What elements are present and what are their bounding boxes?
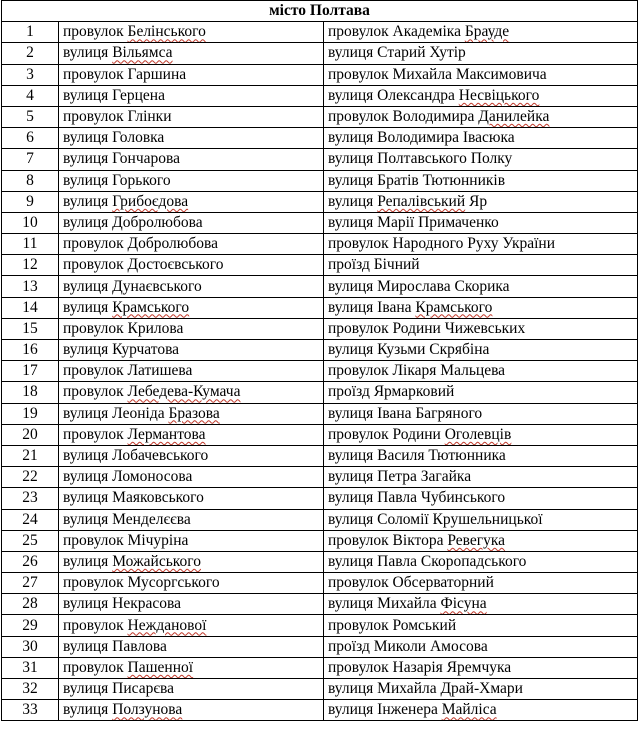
new-street-name: провулок Ромський	[324, 615, 638, 636]
table-row	[2, 679, 638, 700]
row-number: 9	[2, 191, 59, 212]
spellcheck-underline: Фісуна	[440, 595, 487, 613]
row-number: 2	[2, 43, 59, 64]
old-street-name: провулок Крилова	[59, 318, 324, 339]
new-street-name: вулиця Мирослава Скорика	[324, 276, 638, 297]
table-row	[2, 170, 638, 191]
spellcheck-underline: Можайського	[112, 552, 201, 570]
spellcheck-underline: Крамського	[415, 298, 493, 316]
old-street-name: вулиця Горького	[59, 170, 324, 191]
spellcheck-underline: Белінського	[127, 23, 206, 41]
table-row	[2, 551, 638, 572]
row-number: 30	[2, 636, 59, 657]
old-street-name: вулиця Менделєєва	[59, 509, 324, 530]
old-street-name: провулок Лермантова	[59, 424, 324, 445]
table-row	[2, 149, 638, 170]
row-number: 13	[2, 276, 59, 297]
new-street-name: вулиця Василя Тютюнника	[324, 445, 638, 466]
table-row	[2, 488, 638, 509]
new-street-name: вулиця Павла Чубинського	[324, 488, 638, 509]
spellcheck-underline: Брауде	[464, 23, 510, 41]
table-row	[2, 467, 638, 488]
new-street-name: вулиця Володимира Івасюка	[324, 128, 638, 149]
new-street-name: вулиця Івана Крамського	[324, 297, 638, 318]
new-street-name: провулок Обсерваторний	[324, 573, 638, 594]
old-street-name: провулок Пашенної	[59, 657, 324, 678]
row-number: 3	[2, 64, 59, 85]
new-street-name: вулиця Івана Багряного	[324, 403, 638, 424]
table-row	[2, 700, 638, 721]
new-street-name: провулок Академіка Брауде	[324, 22, 638, 43]
row-number: 22	[2, 467, 59, 488]
spellcheck-underline: Пашенної	[127, 658, 194, 676]
new-street-name: провулок Лікаря Мальцева	[324, 361, 638, 382]
table-row	[2, 106, 638, 127]
row-number: 24	[2, 509, 59, 530]
old-street-name: провулок Мічуріна	[59, 530, 324, 551]
table-row	[2, 361, 638, 382]
table-row	[2, 657, 638, 678]
row-number: 15	[2, 318, 59, 339]
table-row	[2, 64, 638, 85]
row-number: 8	[2, 170, 59, 191]
new-street-name: вулиця Кузьми Скрябіна	[324, 340, 638, 361]
old-street-name: вулиця Головка	[59, 128, 324, 149]
spellcheck-underline: Бразова	[168, 404, 220, 422]
table-row	[2, 191, 638, 212]
old-street-name: вулиця Некрасова	[59, 594, 324, 615]
old-street-name: вулиця Курчатова	[59, 340, 324, 361]
spellcheck-underline: Ползунова	[112, 701, 183, 719]
row-number: 23	[2, 488, 59, 509]
new-street-name: вулиця Михайла Фісуна	[324, 594, 638, 615]
spellcheck-underline: Несвіцького	[458, 86, 540, 104]
rename-document	[1, 0, 637, 721]
row-number: 14	[2, 297, 59, 318]
old-street-name: вулиця Добролюбова	[59, 212, 324, 233]
table-row	[2, 509, 638, 530]
row-number: 7	[2, 149, 59, 170]
old-street-name: вулиця Лобачевського	[59, 445, 324, 466]
old-street-name: провулок Гаршина	[59, 64, 324, 85]
table-row	[2, 445, 638, 466]
table-row	[2, 403, 638, 424]
row-number: 20	[2, 424, 59, 445]
row-number: 4	[2, 85, 59, 106]
table-row	[2, 297, 638, 318]
table-row	[2, 85, 638, 106]
new-street-name: провулок Михайла Максимовича	[324, 64, 638, 85]
new-street-name: проїзд Ярмарковий	[324, 382, 638, 403]
row-number: 27	[2, 573, 59, 594]
row-number: 18	[2, 382, 59, 403]
new-street-name: провулок Народного Руху України	[324, 234, 638, 255]
table-row	[2, 276, 638, 297]
old-street-name: провулок Мусоргського	[59, 573, 324, 594]
table-row	[2, 615, 638, 636]
street-rename-table	[1, 0, 638, 721]
spellcheck-underline: Нежданової	[127, 616, 207, 634]
row-number: 32	[2, 679, 59, 700]
table-row	[2, 22, 638, 43]
new-street-name: провулок Родини Чижевських	[324, 318, 638, 339]
old-street-name: вулиця Маяковського	[59, 488, 324, 509]
spellcheck-underline: Лермантова	[127, 425, 206, 443]
table-row	[2, 424, 638, 445]
new-street-name: провулок Віктора Ревегука	[324, 530, 638, 551]
old-street-name: вулиця Грибоєдова	[59, 191, 324, 212]
spellcheck-underline: Крамського	[112, 298, 190, 316]
new-street-name: вулиця Інженера Майліса	[324, 700, 638, 721]
old-street-name: провулок Латишева	[59, 361, 324, 382]
spellcheck-underline: Оголевців	[444, 425, 512, 443]
old-street-name: вулиця Вільямса	[59, 43, 324, 64]
old-street-name: вулиця Ломоносова	[59, 467, 324, 488]
table-row	[2, 636, 638, 657]
old-street-name: вулиця Леоніда Бразова	[59, 403, 324, 424]
spellcheck-underline: Ревегука	[447, 531, 506, 549]
old-street-name: провулок Белінського	[59, 22, 324, 43]
new-street-name: провулок Родини Оголевців	[324, 424, 638, 445]
old-street-name: вулиця Ползунова	[59, 700, 324, 721]
table-row	[2, 573, 638, 594]
spellcheck-underline: Грибоєдова	[112, 192, 189, 210]
row-number: 10	[2, 212, 59, 233]
new-street-name: вулиця Марії Примаченко	[324, 212, 638, 233]
old-street-name: вулиця Гончарова	[59, 149, 324, 170]
old-street-name: вулиця Герцена	[59, 85, 324, 106]
new-street-name: проїзд Бічний	[324, 255, 638, 276]
table-row	[2, 212, 638, 233]
spellcheck-underline: Вільямса	[112, 44, 173, 62]
table-row	[2, 318, 638, 339]
old-street-name: провулок Нежданової	[59, 615, 324, 636]
table-row	[2, 340, 638, 361]
row-number: 6	[2, 128, 59, 149]
spellcheck-underline: Лебедева-Кумача	[127, 383, 241, 401]
row-number: 12	[2, 255, 59, 276]
new-street-name: провулок Назарія Яремчука	[324, 657, 638, 678]
table-row	[2, 594, 638, 615]
new-street-name: вулиця Петра Загайка	[324, 467, 638, 488]
new-street-name: вулиця Репалівський Яр	[324, 191, 638, 212]
new-street-name: провулок Володимира Данилейка	[324, 106, 638, 127]
new-street-name: проїзд Миколи Амосова	[324, 636, 638, 657]
spellcheck-underline: Майліса	[441, 701, 497, 719]
new-street-name: вулиця Старий Хутір	[324, 43, 638, 64]
row-number: 1	[2, 22, 59, 43]
table-row	[2, 234, 638, 255]
row-number: 19	[2, 403, 59, 424]
row-number: 25	[2, 530, 59, 551]
table-row	[2, 128, 638, 149]
old-street-name: вулиця Павлова	[59, 636, 324, 657]
spellcheck-underline: Данилейка	[478, 108, 550, 126]
row-number: 28	[2, 594, 59, 615]
spellcheck-underline: Репалівський	[377, 192, 466, 210]
city-header: місто Полтава	[2, 1, 638, 22]
table-row	[2, 43, 638, 64]
new-street-name: вулиця Олександра Несвіцького	[324, 85, 638, 106]
city-header-row	[2, 1, 638, 22]
new-street-name: вулиця Соломії Крушельницької	[324, 509, 638, 530]
old-street-name: вулиця Дунаєвського	[59, 276, 324, 297]
row-number: 16	[2, 340, 59, 361]
old-street-name: провулок Лебедева-Кумача	[59, 382, 324, 403]
new-street-name: вулиця Братів Тютюнників	[324, 170, 638, 191]
new-street-name: вулиця Полтавського Полку	[324, 149, 638, 170]
old-street-name: провулок Добролюбова	[59, 234, 324, 255]
row-number: 11	[2, 234, 59, 255]
row-number: 29	[2, 615, 59, 636]
row-number: 31	[2, 657, 59, 678]
table-row	[2, 255, 638, 276]
row-number: 21	[2, 445, 59, 466]
row-number: 33	[2, 700, 59, 721]
old-street-name: вулиця Крамського	[59, 297, 324, 318]
old-street-name: вулиця Писарєва	[59, 679, 324, 700]
row-number: 5	[2, 106, 59, 127]
new-street-name: вулиця Павла Скоропадського	[324, 551, 638, 572]
old-street-name: провулок Глінки	[59, 106, 324, 127]
table-row	[2, 382, 638, 403]
row-number: 17	[2, 361, 59, 382]
old-street-name: вулиця Можайського	[59, 551, 324, 572]
row-number: 26	[2, 551, 59, 572]
table-row	[2, 530, 638, 551]
old-street-name: провулок Достоєвського	[59, 255, 324, 276]
new-street-name: вулиця Михайла Драй-Хмари	[324, 679, 638, 700]
